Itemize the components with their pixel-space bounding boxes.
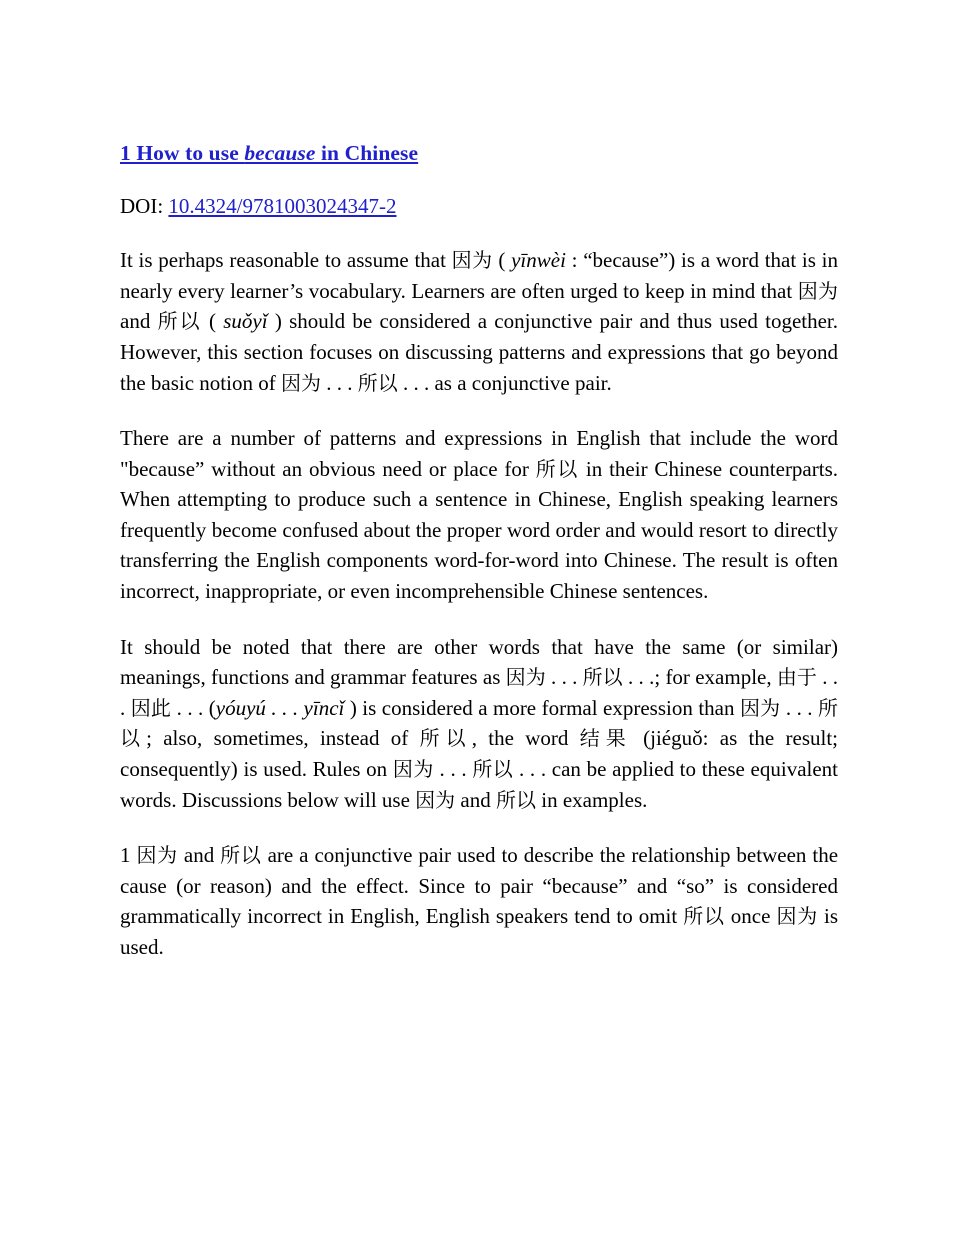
text-run: ( xyxy=(492,248,512,273)
chinese-term: 所以 xyxy=(535,456,579,481)
chinese-term: 所以 xyxy=(496,787,536,812)
chinese-term: 因为 xyxy=(505,665,546,690)
chinese-term: 因此 xyxy=(130,695,172,720)
text-run: 1 xyxy=(120,843,137,868)
chinese-term: 因为 xyxy=(136,843,178,868)
chinese-term: 所以 xyxy=(419,726,472,751)
chinese-term: 所以 xyxy=(220,843,262,868)
pinyin-term: suǒyǐ xyxy=(223,309,268,334)
page-title xyxy=(120,140,838,167)
text-run: There are a number of patterns and expressions in English that include the word "because” without an obvious need or place for xyxy=(120,426,838,481)
doi-line xyxy=(120,193,838,219)
text-run: in their Chinese counterparts. When attempting to produce such a sentence in Chinese, English speaking learners frequently become confused about the proper word order and would resort to directly transferring the English components word-for-word into Chinese. The result is often incorrect, inappropriate, or even incomprehensible Chinese sentences. xyxy=(120,456,839,604)
text-run: , the word xyxy=(471,726,580,751)
paragraph-1 xyxy=(120,245,838,398)
chinese-term: 所以 xyxy=(582,665,623,690)
body-paragraphs xyxy=(120,245,838,962)
text-run: and xyxy=(455,787,496,812)
chinese-term: 因为 xyxy=(451,248,493,273)
text-run: once xyxy=(724,904,777,929)
paragraph-3 xyxy=(120,632,838,816)
text-run: . . . can be applied to these equivalent words. Discussions below will use xyxy=(120,757,839,812)
text-run: is used. xyxy=(120,904,838,959)
text-run: . . . xyxy=(780,695,819,720)
text-run: . . . xyxy=(545,665,583,690)
text-run: . . .; for example, xyxy=(622,665,777,690)
text-run: are a conjunctive pair used to describe the relationship between the cause (or reason) and the effect. Since to pair “because” and “so” is considered grammatically incorrect in English, English speakers tend to omit xyxy=(120,843,839,929)
text-run: and xyxy=(120,309,158,334)
text-run: . . . ( xyxy=(171,695,216,720)
paragraph-4 xyxy=(120,840,838,962)
text-run: ) is considered a more formal expression than xyxy=(344,695,740,720)
chinese-term: 因为 xyxy=(280,370,321,395)
chinese-term: 所以 xyxy=(157,309,202,334)
chinese-term: 由于 xyxy=(776,665,817,690)
title-italic-term: because xyxy=(244,141,316,165)
paragraph-2 xyxy=(120,423,838,607)
document-content xyxy=(120,140,838,963)
chinese-term: 因为 xyxy=(739,695,781,720)
chinese-term: 因为 xyxy=(797,278,838,303)
text-run: ) should be considered a conjunctive pair and thus used together. However, this section focuses on discussing patterns and expressions that go beyond the basic notion of xyxy=(120,309,839,395)
text-run: ; also, sometimes, instead of xyxy=(146,726,420,751)
doi-label: DOI: xyxy=(120,193,164,218)
chinese-term: 结果 xyxy=(579,726,632,751)
title-link[interactable] xyxy=(120,141,418,165)
chinese-term: 所以 xyxy=(120,695,839,751)
chinese-term: 因为 xyxy=(415,787,456,812)
text-run: ( xyxy=(201,309,224,334)
chinese-term: 所以 xyxy=(357,370,398,395)
text-run: It should be noted that there are other words that have the same (or similar) meanings, functions and grammar features as xyxy=(120,634,838,690)
chinese-term: 因为 xyxy=(392,757,434,782)
text-run: . . . xyxy=(120,665,839,720)
text-run: (jiéguǒ: as the result; consequently) is used. Rules on xyxy=(120,726,839,782)
text-run: . . . xyxy=(320,370,358,395)
text-run: . . . as a conjunctive pair. xyxy=(397,370,612,395)
text-run: It is perhaps reasonable to assume that xyxy=(120,248,452,273)
chinese-term: 因为 xyxy=(776,904,818,929)
pinyin-term: yóuyú . . . yīncǐ xyxy=(215,695,345,720)
title-prefix: 1 How to use xyxy=(120,141,245,165)
text-run: in examples. xyxy=(536,787,648,812)
chinese-term: 所以 xyxy=(683,904,725,929)
pinyin-term: yīnwèi xyxy=(511,248,566,273)
text-run: . . . xyxy=(433,757,473,782)
title-suffix: in Chinese xyxy=(315,141,419,165)
doi-link[interactable]: 10.4324/9781003024347-2 xyxy=(168,193,397,218)
text-run: and xyxy=(177,843,221,868)
text-run: : “because”) is a word that is in nearly every learner’s vocabulary. Learners are often urged to keep in mind that xyxy=(120,248,838,303)
chinese-term: 所以 xyxy=(472,757,514,782)
